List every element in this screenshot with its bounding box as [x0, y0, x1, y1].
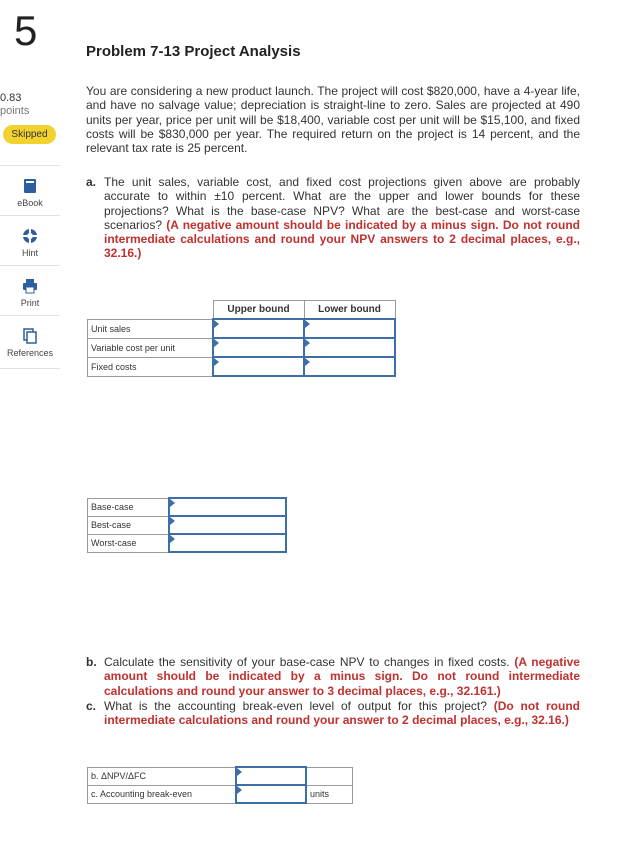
- row-label-best-case: Best-case: [88, 516, 170, 534]
- book-icon: [0, 178, 60, 196]
- part-b-marker: b.: [86, 655, 97, 669]
- sidebar-divider: [0, 265, 60, 266]
- sidebar-item-references[interactable]: [0, 328, 60, 358]
- table-row: [88, 767, 353, 785]
- answers-table: [87, 766, 353, 804]
- points-label: points: [0, 105, 30, 117]
- question-number: 5: [14, 7, 38, 54]
- problem-title: Problem 7-13 Project Analysis: [86, 43, 301, 60]
- part-b-instruction: (A negative amount should be indicated by a minus sign. Do not round intermediate calculations and round your answer to 3 decimal places, e.g., 32.161.): [104, 655, 580, 698]
- copy-icon: [0, 328, 60, 346]
- upper-bound-header: Upper bound: [213, 301, 304, 320]
- part-c-question: [86, 699, 580, 728]
- sidebar-divider: [0, 315, 60, 316]
- break-even-unit: units: [306, 785, 353, 803]
- table-row: [88, 534, 287, 552]
- part-a-question: [86, 175, 580, 261]
- base-case-input[interactable]: [169, 498, 286, 516]
- part-a-marker: a.: [86, 175, 97, 189]
- part-c-instruction: (Do not round intermediate calculations and round your answer to 2 decimal places, e.g., 32.16.): [104, 699, 580, 728]
- sidebar-divider: [0, 215, 60, 216]
- delta-npv-input[interactable]: [236, 767, 306, 785]
- sidebar-item-hint[interactable]: [0, 228, 60, 258]
- lower-bound-header: Lower bound: [304, 301, 395, 320]
- unit-sales-lower-input[interactable]: [304, 319, 395, 338]
- part-c-marker: c.: [86, 699, 97, 713]
- worst-case-input[interactable]: [169, 534, 286, 552]
- sidebar-divider: [0, 165, 60, 166]
- part-b-question: [86, 655, 580, 698]
- part-a-text: The unit sales, variable cost, and fixed cost projections given above are probably accurate to within ±10 percent. What are the upper and lower bounds for these projections? What is the base-case NPV? What are the best-case and worst-case scenarios?: [104, 175, 580, 232]
- table-row: [88, 338, 396, 357]
- table-row: [88, 785, 353, 803]
- unit-sales-upper-input[interactable]: [213, 319, 304, 338]
- delta-npv-unit: [306, 767, 353, 785]
- sidebar-item-label: Print: [20, 298, 40, 308]
- status-badge: Skipped: [3, 125, 56, 144]
- part-b-text: Calculate the sensitivity of your base-case NPV to changes in fixed costs.: [104, 655, 510, 669]
- row-label-worst-case: Worst-case: [88, 534, 170, 552]
- bounds-table: [87, 300, 396, 377]
- points-display: [0, 92, 29, 118]
- best-case-input[interactable]: [169, 516, 286, 534]
- fixed-costs-lower-input[interactable]: [304, 357, 395, 376]
- variable-cost-upper-input[interactable]: [213, 338, 304, 357]
- fixed-costs-upper-input[interactable]: [213, 357, 304, 376]
- row-label-unit-sales: Unit sales: [88, 319, 214, 338]
- points-value: 0.83: [0, 92, 22, 104]
- row-label-fixed-costs: Fixed costs: [88, 357, 214, 376]
- part-a-instruction: (A negative amount should be indicated by a minus sign. Do not round intermediate calculations and round your NPV answers to 2 decimal places, e.g., 32.16.): [104, 217, 580, 261]
- row-label-base-case: Base-case: [88, 498, 170, 516]
- sidebar-divider: [0, 368, 60, 369]
- part-c-text: What is the accounting break-even level of output for this project?: [104, 699, 487, 713]
- lifebuoy-icon: [0, 228, 60, 246]
- table-row: [88, 498, 287, 516]
- sidebar-item-ebook[interactable]: [0, 178, 60, 208]
- variable-cost-lower-input[interactable]: [304, 338, 395, 357]
- sidebar-item-label: Hint: [21, 248, 38, 258]
- bounds-table-corner: [88, 301, 214, 320]
- sidebar-item-label: References: [6, 348, 54, 358]
- scenario-table: [87, 497, 287, 553]
- problem-intro: You are considering a new product launch. The project will cost $820,000, have a 4-year life, and have no salvage value; depreciation is straight-line to zero. Sales are projected at 490 units per year, price per unit will be $18,400, variable cost per unit will be $15,100, and fixed costs will be $830,000 per year. The required return on the project is 14 percent, and the relevant tax rate is 25 percent.: [86, 84, 580, 156]
- table-row: [88, 357, 396, 376]
- row-label-delta-npv: b. ΔNPV/ΔFC: [88, 767, 237, 785]
- printer-icon: [0, 278, 60, 296]
- table-row: [88, 319, 396, 338]
- break-even-input[interactable]: [236, 785, 306, 803]
- sidebar-item-print[interactable]: [0, 278, 60, 308]
- row-label-variable-cost: Variable cost per unit: [88, 338, 214, 357]
- row-label-break-even: c. Accounting break-even: [88, 785, 237, 803]
- table-row: [88, 516, 287, 534]
- sidebar-item-label: eBook: [17, 198, 43, 208]
